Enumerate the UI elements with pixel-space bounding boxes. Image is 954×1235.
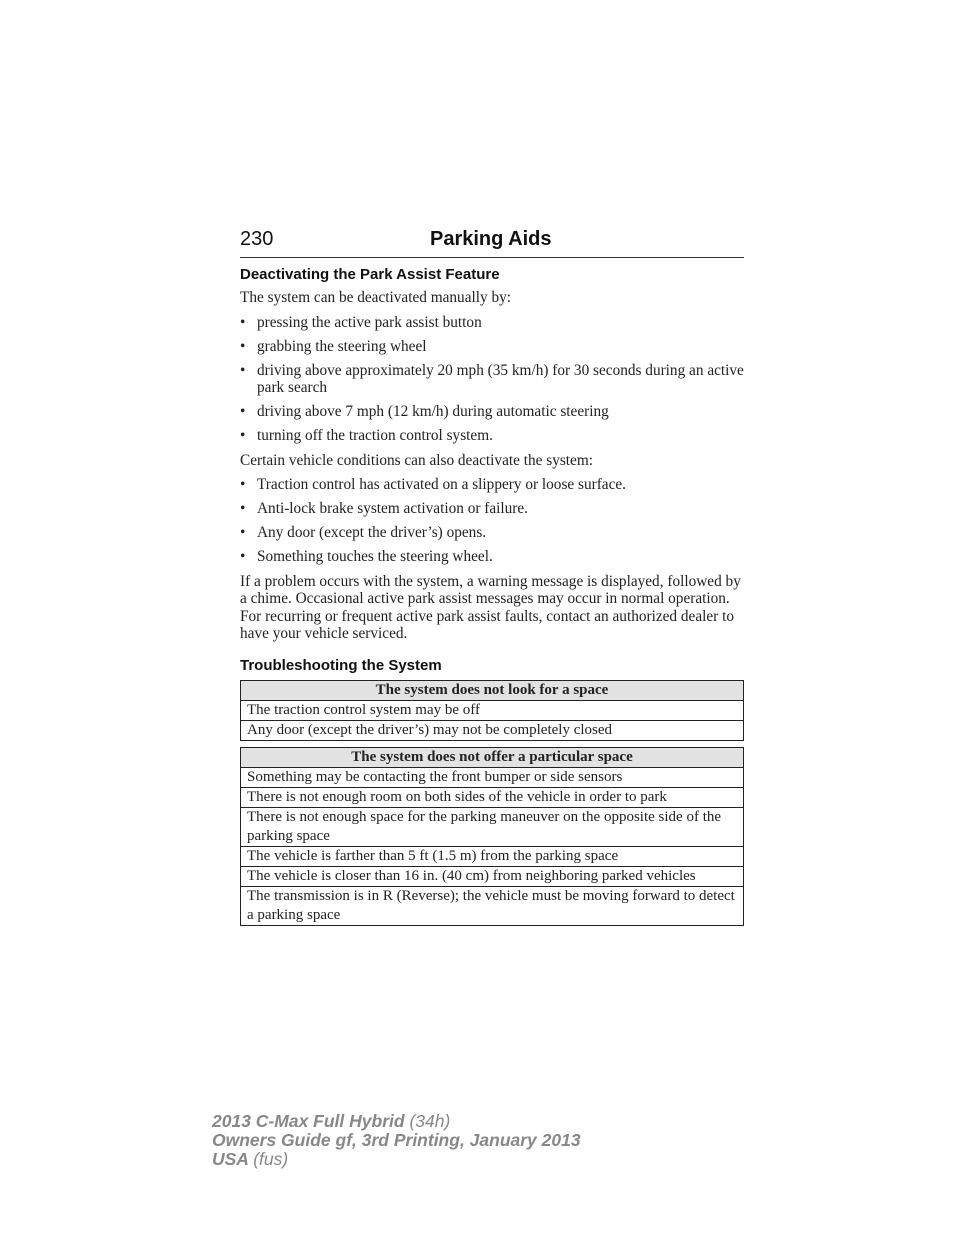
page-content bbox=[240, 228, 744, 932]
list-item: • Anti-lock brake system activation or failure. bbox=[240, 500, 529, 517]
table-row: There is not enough space for the parking maneuver on the opposite side of the parking space bbox=[241, 807, 744, 846]
table-row: The vehicle is closer than 16 in. (40 cm) from neighboring parked vehicles bbox=[241, 866, 744, 886]
document-footer bbox=[212, 1112, 581, 1169]
list-item: • driving above approximately 20 mph (35 km/h) for 30 seconds during an active park search bbox=[240, 361, 744, 396]
list-item: • pressing the active park assist button bbox=[240, 313, 482, 331]
section-heading-deactivating: Deactivating the Park Assist Feature bbox=[240, 266, 500, 283]
troubleshooting-table-no-offer bbox=[240, 747, 744, 926]
list-item: • Something touches the steering wheel. bbox=[240, 548, 493, 565]
list-item: • driving above 7 mph (12 km/h) during automatic steering bbox=[240, 403, 609, 420]
table-row: There is not enough room on both sides of the vehicle in order to park bbox=[241, 787, 744, 807]
chapter-title: Parking Aids bbox=[430, 228, 552, 250]
bullet-icon: • bbox=[240, 427, 246, 444]
bullet-icon: • bbox=[240, 403, 246, 420]
bullet-icon: • bbox=[240, 476, 246, 493]
table-header: The system does not look for a space bbox=[241, 680, 744, 700]
page-number: 230 bbox=[240, 228, 274, 250]
list-item: • grabbing the steering wheel bbox=[240, 337, 427, 355]
list-item: • Any door (except the driver’s) opens. bbox=[240, 524, 487, 541]
page-header bbox=[240, 228, 744, 258]
bullet-icon: • bbox=[240, 361, 246, 379]
bullet-icon: • bbox=[240, 548, 246, 565]
list-item: • turning off the traction control system. bbox=[240, 427, 493, 444]
conditions-intro: Certain vehicle conditions can also deactivate the system: bbox=[240, 451, 593, 469]
table-row: The vehicle is farther than 5 ft (1.5 m) from the parking space bbox=[241, 846, 744, 866]
bullet-icon: • bbox=[240, 500, 246, 517]
list-item: • Traction control has activated on a slippery or loose surface. bbox=[240, 476, 626, 493]
footer-line-guide: Owners Guide gf, 3rd Printing, January 2013 bbox=[212, 1130, 581, 1150]
footer-line-market: USA (fus) bbox=[212, 1149, 289, 1169]
table-row: Something may be contacting the front bumper or side sensors bbox=[241, 767, 744, 787]
bullet-icon: • bbox=[240, 313, 246, 331]
warning-paragraph: If a problem occurs with the system, a warning message is displayed, followed by a chime. Occasional active park assist messages may occur in normal operation. For recurring or frequent active park assist faults, contact an authorized dealer to have your vehicle serviced. bbox=[240, 572, 741, 642]
manual-deactivation-intro: The system can be deactivated manually by: bbox=[240, 289, 511, 306]
bullet-icon: • bbox=[240, 337, 246, 355]
table-row: Any door (except the driver’s) may not be completely closed bbox=[241, 720, 744, 740]
conditions-list bbox=[240, 476, 744, 566]
footer-line-model: 2013 C-Max Full Hybrid (34h) bbox=[212, 1111, 451, 1131]
troubleshooting-table-no-search bbox=[240, 680, 744, 741]
table-row: The transmission is in R (Reverse); the vehicle must be moving forward to detect a parking space bbox=[241, 886, 744, 925]
table-row: The traction control system may be off bbox=[241, 700, 744, 720]
section-heading-troubleshooting: Troubleshooting the System bbox=[240, 656, 442, 674]
table-header: The system does not offer a particular space bbox=[241, 747, 744, 767]
bullet-icon: • bbox=[240, 524, 246, 541]
manual-deactivation-list bbox=[240, 314, 744, 445]
